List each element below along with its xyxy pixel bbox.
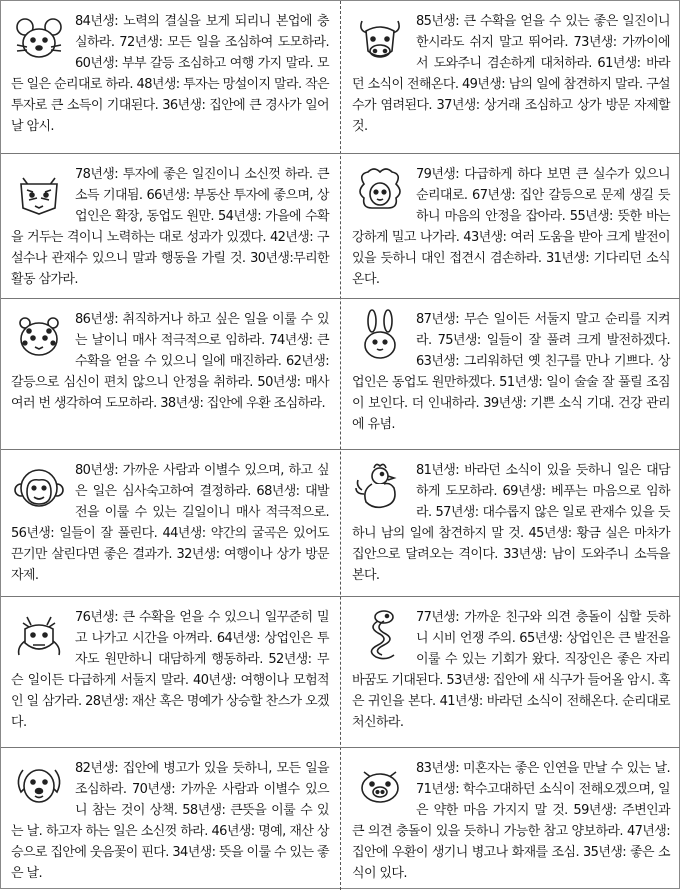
dog-icon <box>13 758 65 814</box>
fortune-text: 79년생: 다급하게 하다 보면 큰 실수가 있으니 순리대로. 67년생: 집안 갈등으로 문제 생길 듯하니 마음의 안정을 잡아라. 55년생: 뜻한 바는 강하게 밀고 나가라. 43년생: 여러 도움을 받아 크게 발전이 있을 듯하니 대인 접견시 겸손하라. 31년생: 기다리던 소식 온다. <box>352 167 670 287</box>
fortune-cell-leopard <box>1 299 339 449</box>
fortune-text: 76년생: 큰 수확을 얻을 수 있으니 일꾸준히 밀고 나가고 시간을 아껴라. 64년생: 상업인은 투자도 원만하니 대담하게 행동하라. 52년생: 무슨 일이든 다급하게 서둘지 말라. 40년생: 여행이나 모험적인 일 삼가라. 28년생: 재산 혹은 명예가 상승할 찬스가 오겠다. <box>11 610 329 730</box>
fortune-cell-monkey <box>1 450 339 596</box>
pig-icon <box>354 758 406 814</box>
tiger-icon <box>13 164 65 220</box>
fortune-text: 78년생: 투자에 좋은 일진이니 소신껏 하라. 큰 소득 기대됨. 66년생: 부동산 투자에 좋으며, 상업인은 확장, 동업도 원만. 54년생: 가을에 수확을 거두는 격이니 노력하는 대로 성과가 있겠다. 42년생: 구설수나 관재수 있으니 말과 행동을 가릴 것. 30년생:무리한 활동 삼가라. <box>11 167 329 287</box>
dragon-icon <box>13 607 65 663</box>
fortune-text: 85년생: 큰 수확을 얻을 수 있는 좋은 일진이니 한시라도 쉬지 말고 뛰어라. 73년생: 가까이에서 도와주니 겸손하게 대처하라. 61년생: 바라던 소식이 전해온다. 49년생: 남의 일에 참견하지 말라. 구설수가 염려된다. 37년생: 상거래 조심하고 상가 방문 자제할 것. <box>352 14 670 134</box>
fortune-text: 87년생: 무슨 일이든 서둘지 말고 순리를 지켜라. 75년생: 일들이 잘 풀려 크게 발전하겠다. 63년생: 그리워하던 옛 친구를 만나 기쁘다. 상업인은 동업도 원만하겠다. 51년생: 일이 술술 잘 풀릴 조짐이 보인다. 더 인내하라. 39년생: 기쁜 소식 기대. 건강 관리에 유념. <box>352 312 670 432</box>
fortune-cell-ox <box>342 1 680 153</box>
rooster-icon <box>354 460 406 516</box>
column-divider <box>340 1 341 890</box>
fortune-cell-rooster <box>342 450 680 596</box>
fortune-text: 86년생: 취직하거나 하고 싶은 일을 이룰 수 있는 날이니 매사 적극적으로 임하라. 74년생: 큰 수확을 얻을 수 있으니 일에 매진하라. 62년생: 갈등으로 심신이 편치 않으니 안정을 취하라. 50년생: 매사 여러 번 생각하여 도모하라. 38년생: 집안에 우환 조심하라. <box>11 312 329 411</box>
fortune-text: 84년생: 노력의 결실을 보게 되리니 본업에 충실하라. 72년생: 모든 일을 조심하여 도모하라. 60년생: 부부 갈등 조심하고 여행 가지 말라. 모든 일은 순리대로 하라. 48년생: 투자는 망설이지 말라. 작은 투자로 큰 소득이 기대된다. 36년생: 집안에 큰 경사가 일어날 암시. <box>11 14 329 134</box>
sheep-icon <box>354 164 406 220</box>
rat-icon <box>13 11 65 67</box>
fortune-text: 83년생: 미혼자는 좋은 인연을 만날 수 있는 날. 71년생: 학수고대하던 소식이 전해오겠으며, 일은 약한 마음 가지지 말 것. 59년생: 주변인과 큰 의견 충돌이 있을 듯하니 가능한 참고 양보하라. 47년생: 집안에 우환이 생기니 병고나 화재를 조심. 35년생: 좋은 소식이 있다. <box>352 761 670 881</box>
fortune-cell-dog <box>1 748 339 890</box>
rabbit-icon <box>354 309 406 365</box>
fortune-cell-snake <box>342 597 680 747</box>
fortune-cell-pig <box>342 748 680 890</box>
fortune-text: 80년생: 가까운 사람과 이별수 있으며, 하고 싶은 일은 심사숙고하여 결정하라. 68년생: 대발전을 이룰 수 있는 길일이니 매사 적극적으로. 56년생: 일들이 잘 풀린다. 44년생: 약간의 굴곡은 있어도 끈기만 살린다면 좋은 결과가. 32년생: 여행이나 상가 방문 자제. <box>11 463 329 583</box>
fortune-cell-dragon <box>1 597 339 747</box>
fortune-cell-sheep <box>342 154 680 298</box>
monkey-icon <box>13 460 65 516</box>
ox-icon <box>354 11 406 67</box>
snake-icon <box>354 607 406 663</box>
leopard-icon <box>13 309 65 365</box>
fortune-cell-rabbit <box>342 299 680 449</box>
fortune-cell-tiger <box>1 154 339 298</box>
fortune-text: 77년생: 가까운 친구와 의견 충돌이 심할 듯하니 시비 언쟁 주의. 65년생: 상업인은 큰 발전을 이룰 수 있는 기회가 왔다. 직장인은 좋은 자리바꿈도 기대된다. 53년생: 집안에 새 식구가 들어올 암시. 혹은 귀인을 본다. 41년생: 바라던 소식이 전해온다. 순리대로 처신하라. <box>352 610 670 730</box>
fortune-text: 82년생: 집안에 병고가 있을 듯하니, 모든 일을 조심하라. 70년생: 가까운 사람과 이별수 있으니 참는 것이 상책. 58년생: 큰뜻을 이룰 수 있는 날. 하고자 하는 일은 소신껏 하라. 46년생: 명예, 재산 상승으로 집안에 웃음꽃이 핀다. 34년생: 뜻을 이룰 수 있는 좋은 날. <box>11 761 329 881</box>
fortune-cell-rat <box>1 1 339 153</box>
fortune-text: 81년생: 바라던 소식이 있을 듯하니 일은 대담하게 도모하라. 69년생: 베푸는 마음으로 임하라. 57년생: 대수롭지 않은 일로 관재수 있을 듯하니 남의 일에 참견하지 말 것. 45년생: 황금 실은 마차가 집안으로 달려오는 격이다. 33년생: 남이 도와주니 소득을 본다. <box>352 463 670 583</box>
